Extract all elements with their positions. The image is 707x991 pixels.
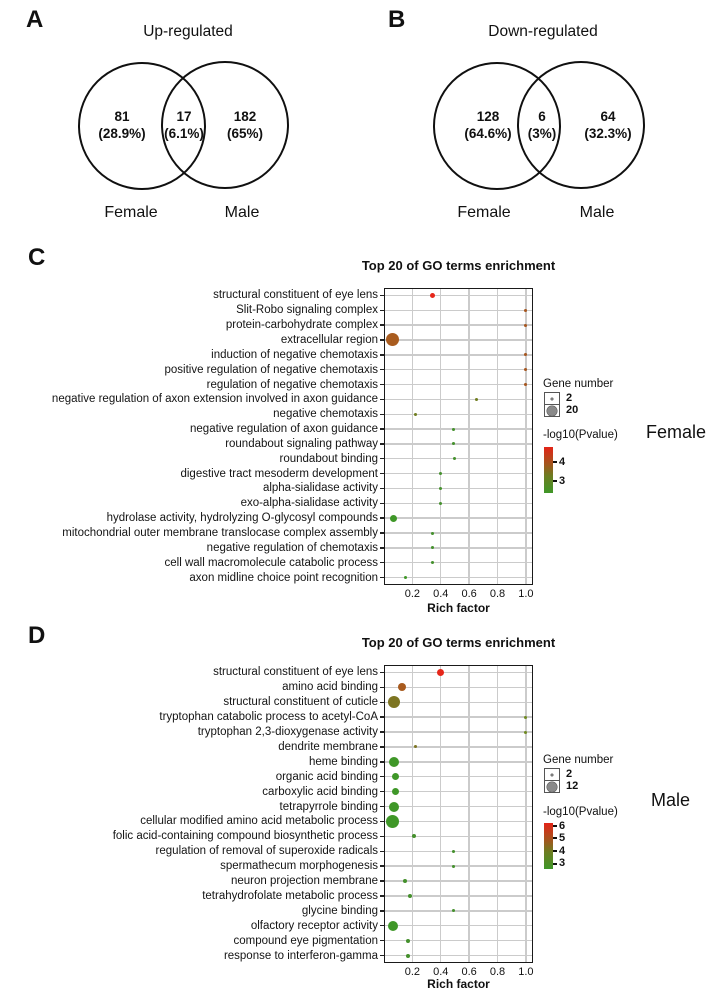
go-term-label: structural constituent of eye lens: [213, 666, 378, 679]
legend-dot-large: [547, 782, 557, 792]
count-pct: (28.9%): [98, 125, 146, 141]
go-term-label: mitochondrial outer membrane translocase complex assembly: [62, 527, 378, 540]
go-term-label: cell wall macromolecule catabolic process: [164, 556, 378, 569]
go-term-label: regulation of removal of superoxide radicals: [155, 845, 378, 858]
legend-color-title: -log10(Pvalue): [543, 429, 618, 441]
count-pct: (3%): [527, 125, 557, 141]
go-term-label: tetrapyrrole binding: [279, 800, 378, 813]
legend-color-title: -log10(Pvalue): [543, 806, 618, 818]
legend-size-label: 12: [566, 780, 579, 792]
go-term-label: glycine binding: [301, 904, 378, 917]
count-value: 6: [538, 109, 546, 124]
go-term-dot: [392, 788, 399, 795]
go-term-dot: [452, 850, 455, 853]
go-term-label: positive regulation of negative chemotaxis: [164, 363, 378, 376]
legend-size-title: Gene number: [543, 754, 614, 766]
go-term-label: roundabout binding: [279, 452, 378, 465]
plot-frame: [384, 665, 533, 963]
legend-color-tick: [553, 837, 557, 839]
venn-b-male-label: Male: [579, 204, 615, 221]
legend-size-title: Gene number: [543, 378, 614, 390]
count-value: 81: [114, 109, 130, 124]
go-term-label: carboxylic acid binding: [262, 785, 378, 798]
legend-color-tick-label: 3: [559, 474, 566, 487]
go-term-label: olfactory receptor activity: [250, 919, 378, 932]
legend-color-tick-label: 5: [559, 831, 566, 844]
go-term-dot: [408, 894, 412, 898]
go-term-dot: [389, 802, 399, 812]
legend-size-label: 2: [566, 392, 573, 404]
go-term-label: negative regulation of chemotaxis: [206, 541, 378, 554]
go-term-label: exo-alpha-sialidase activity: [240, 497, 378, 510]
go-term-label: amino acid binding: [282, 681, 378, 694]
legend-color-tick-label: 4: [559, 844, 566, 857]
legend-dot-small: [551, 774, 553, 776]
go-term-label: cellular modified amino acid metabolic process: [140, 815, 378, 828]
count-pct: (32.3%): [584, 125, 632, 141]
go-term-label: structural constituent of eye lens: [213, 289, 378, 302]
count-value: 128: [476, 109, 500, 124]
x-tick-label: 0.4: [433, 588, 449, 600]
go-term-label: induction of negative chemotaxis: [211, 348, 378, 361]
legend-color-tick-label: 4: [559, 455, 566, 468]
go-term-dot: [406, 954, 410, 958]
x-axis-title: Rich factor: [427, 601, 490, 615]
go-term-label: organic acid binding: [275, 770, 378, 783]
go-term-label: tryptophan 2,3-dioxygenase activity: [197, 726, 378, 739]
x-axis-title: Rich factor: [427, 977, 490, 991]
go-term-dot: [389, 757, 399, 767]
go-term-label: tryptophan catabolic process to acetyl-CoA: [159, 711, 378, 724]
go-term-label: heme binding: [308, 755, 378, 768]
legend-size-label: 20: [566, 404, 579, 416]
go-term-dot: [452, 865, 455, 868]
go-term-label: Slit-Robo signaling complex: [236, 304, 378, 317]
go-term-label: structural constituent of cuticle: [223, 696, 378, 709]
venn-a-title: Up-regulated: [143, 23, 233, 40]
count-pct: (6.1%): [164, 125, 204, 141]
go-term-label: tetrahydrofolate metabolic process: [202, 889, 378, 902]
x-tick-label: 1.0: [518, 588, 534, 600]
count-pct: (64.6%): [464, 125, 512, 141]
x-tick-label: 0.2: [404, 966, 421, 978]
go-term-label: axon midline choice point recognition: [189, 571, 378, 584]
x-tick-label: 0.6: [461, 588, 477, 600]
legend-color-tick: [553, 850, 557, 852]
panel-d-letter: D: [28, 622, 47, 649]
chart-title: Top 20 of GO terms enrichment: [361, 258, 556, 273]
venn-a-female-label: Female: [104, 204, 158, 221]
go-term-label: regulation of negative chemotaxis: [206, 378, 378, 391]
panel-c-letter: C: [28, 244, 47, 271]
panel-a-letter: A: [26, 6, 45, 33]
count-value: 17: [176, 109, 192, 124]
count-value: 64: [600, 109, 616, 124]
legend-size-label: 2: [566, 768, 573, 780]
go-term-label: spermathecum morphogenesis: [220, 860, 378, 873]
group-label: Male: [651, 790, 691, 810]
chart-title: Top 20 of GO terms enrichment: [361, 635, 556, 650]
legend-color-tick-label: 3: [559, 857, 566, 870]
x-tick-label: 0.2: [404, 588, 421, 600]
x-tick-label: 0.4: [433, 966, 449, 978]
x-tick-label: 0.8: [489, 966, 506, 978]
go-term-label: protein-carbohydrate complex: [225, 319, 378, 332]
legend-color-tick: [553, 825, 557, 827]
go-term-label: hydrolase activity, hydrolyzing O-glycosyl compounds: [106, 512, 378, 525]
count-value: 182: [233, 109, 257, 124]
go-term-label: negative regulation of axon guidance: [190, 423, 378, 436]
go-term-label: negative chemotaxis: [273, 408, 378, 421]
venn-b-female-label: Female: [457, 204, 511, 221]
go-term-label: digestive tract mesoderm development: [180, 467, 378, 480]
go-term-label: neuron projection membrane: [230, 875, 378, 888]
x-tick-label: 0.8: [489, 588, 506, 600]
panel-b-letter: B: [388, 6, 407, 33]
go-term-label: response to interferon-gamma: [223, 949, 378, 962]
go-term-label: roundabout signaling pathway: [225, 437, 378, 450]
go-term-label: dendrite membrane: [278, 740, 378, 753]
legend-color-tick: [553, 863, 557, 865]
x-tick-label: 0.6: [461, 966, 477, 978]
go-term-dot: [406, 939, 410, 943]
go-term-label: compound eye pigmentation: [233, 934, 378, 947]
go-term-label: extracellular region: [280, 333, 378, 346]
legend-color-tick-label: 6: [559, 819, 566, 832]
venn-b-title: Down-regulated: [488, 23, 598, 40]
go-term-label: folic acid-containing compound biosynthetic process: [112, 830, 378, 843]
go-term-dot: [386, 815, 399, 828]
venn-a-male-label: Male: [224, 204, 260, 221]
go-term-label: negative regulation of axon extension involved in axon guidance: [51, 393, 378, 406]
x-tick-label: 1.0: [518, 966, 534, 978]
group-label: Female: [646, 422, 707, 442]
legend-color-bar: [544, 823, 553, 869]
go-term-label: alpha-sialidase activity: [262, 482, 378, 495]
count-pct: (65%): [226, 125, 263, 141]
go-term-dot: [388, 921, 398, 931]
